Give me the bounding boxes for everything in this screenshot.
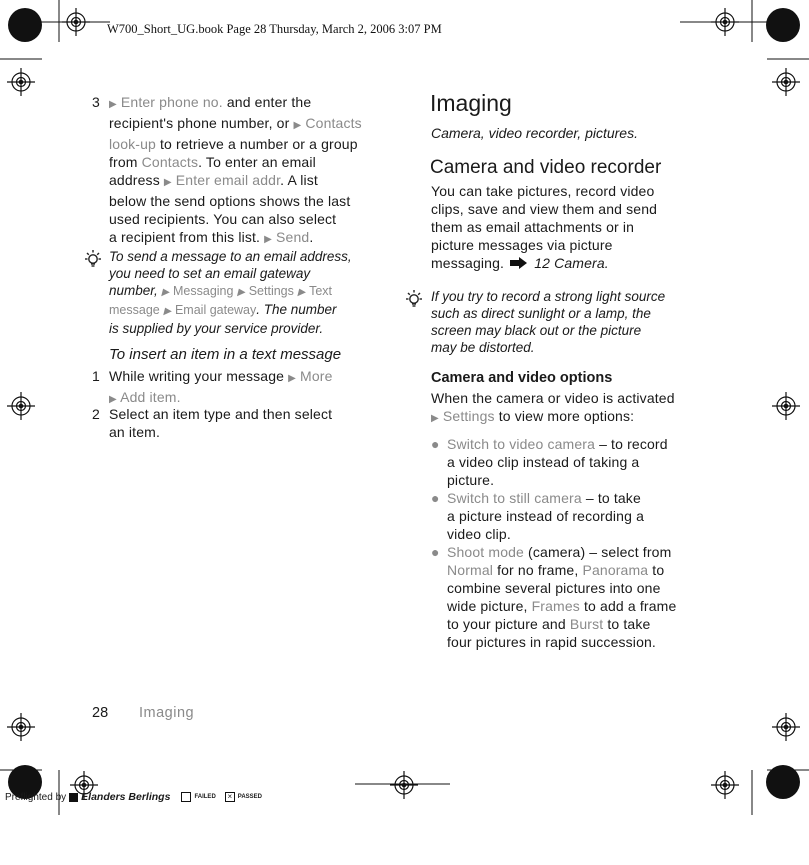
- registration-mark-icon: [711, 771, 739, 799]
- failed-checkbox-icon: [181, 792, 191, 802]
- text: to: [652, 562, 665, 578]
- text: messaging.: [431, 255, 505, 271]
- text: four pictures in rapid succession.: [447, 634, 656, 650]
- option-key: Switch to video camera: [447, 436, 596, 452]
- menu-messaging: Messaging: [173, 284, 234, 298]
- menu-add-item: Add item: [120, 389, 177, 405]
- text: picture.: [447, 472, 495, 488]
- failed-label: FAILED: [194, 794, 216, 800]
- text: combine several pictures into one: [447, 580, 661, 596]
- text: picture messages via picture: [431, 237, 613, 253]
- bullet-icon: ●: [431, 544, 440, 560]
- menu-contacts: Contacts: [305, 115, 362, 131]
- text: .: [309, 229, 314, 245]
- option-key: Switch to still camera: [447, 490, 582, 506]
- registration-mark-icon: [711, 8, 739, 36]
- text: – to record: [599, 436, 668, 452]
- menu-message: message: [109, 303, 160, 317]
- page-subtitle: Camera, video recorder, pictures.: [431, 125, 638, 141]
- menu-arrow-icon: ▶: [288, 373, 296, 384]
- preflight-label: Preflighted by: [5, 791, 67, 803]
- text: When the camera or video is activated: [431, 390, 675, 406]
- menu-email-gateway: Email gateway: [174, 303, 257, 317]
- menu-enter-phone: Enter phone no.: [120, 94, 223, 110]
- registration-mark-icon: [7, 392, 35, 420]
- registration-mark-icon: [7, 68, 35, 96]
- text: to view more options:: [498, 408, 635, 424]
- text: Select an item type and then select: [109, 406, 333, 422]
- menu-more: More: [300, 368, 333, 384]
- registration-mark-icon: [7, 713, 35, 741]
- footer-section: Imaging: [139, 705, 195, 721]
- bullet-icon: ●: [431, 490, 440, 506]
- text: While writing your message: [109, 368, 285, 384]
- menu-settings: Settings: [442, 408, 495, 424]
- menu-arrow-icon: ▶: [431, 413, 439, 424]
- menu-contacts-2: Contacts: [141, 154, 199, 170]
- text: . A list: [280, 172, 318, 188]
- preflight-stamp: [5, 791, 262, 803]
- page-title: Imaging: [430, 90, 512, 116]
- options-heading: Camera and video options: [431, 370, 613, 386]
- cross-reference[interactable]: 12 Camera.: [534, 255, 609, 271]
- preflight-brand: Elanders Berlings: [81, 791, 171, 803]
- text: . The number: [256, 302, 337, 317]
- menu-settings: Settings: [248, 284, 294, 298]
- menu-arrow-icon: ▶: [163, 306, 172, 317]
- text: to retrieve a number or a group: [160, 136, 358, 152]
- text: If you try to record a strong light source: [431, 289, 666, 304]
- registration-dot-icon: [766, 8, 800, 42]
- option-key: Panorama: [582, 562, 649, 578]
- menu-arrow-icon: ▶: [109, 99, 117, 110]
- menu-arrow-icon: ▶: [297, 287, 306, 298]
- menu-arrow-icon: ▶: [264, 234, 272, 245]
- text: used recipients. You can also select: [109, 211, 337, 227]
- text: a picture instead of recording a: [447, 508, 645, 524]
- insert-item-heading: To insert an item in a text message: [109, 346, 342, 363]
- menu-arrow-icon: ▶: [163, 177, 172, 188]
- step-number: 2: [92, 406, 100, 422]
- step-number: 1: [92, 368, 100, 384]
- text: a recipient from this list.: [109, 229, 261, 245]
- page-number: 28: [92, 705, 109, 721]
- text: number,: [109, 283, 158, 298]
- option-key: Frames: [531, 598, 580, 614]
- menu-arrow-icon: ▶: [293, 120, 302, 131]
- registration-mark-icon: [772, 392, 800, 420]
- option-key: Normal: [447, 562, 494, 578]
- text: recipient's phone number, or: [109, 115, 290, 131]
- registration-mark-icon: [772, 68, 800, 96]
- menu-text: Text: [309, 284, 333, 298]
- text: a video clip instead of taking a: [447, 454, 640, 470]
- menu-lookup: look-up: [109, 136, 156, 152]
- text: to add a frame: [584, 598, 677, 614]
- text: .: [176, 389, 181, 405]
- step-number: 3: [92, 94, 100, 110]
- text: screen may black out or the picture: [431, 323, 642, 338]
- text: video clip.: [447, 526, 511, 542]
- text: – to take: [585, 490, 641, 506]
- text: below the send options shows the last: [109, 193, 351, 209]
- option-key: Burst: [569, 616, 604, 632]
- registration-dot-icon: [766, 765, 800, 799]
- text: and enter the: [226, 94, 312, 110]
- menu-enter-email: Enter email addr: [175, 172, 281, 188]
- bullet-icon: ●: [431, 436, 440, 452]
- brand-logo-icon: [69, 793, 78, 802]
- registration-mark-icon: [62, 8, 90, 36]
- text: To send a message to an email address,: [109, 249, 352, 264]
- registration-dot-icon: [8, 8, 42, 42]
- text: (camera) – select from: [528, 544, 672, 560]
- text: them as email attachments or in: [431, 219, 635, 235]
- text: wide picture,: [447, 598, 528, 614]
- text: you need to set an email gateway: [109, 266, 311, 281]
- option-key: Shoot mode: [447, 544, 524, 560]
- text: address: [109, 172, 160, 188]
- menu-arrow-icon: ▶: [109, 394, 117, 405]
- registration-mark-icon: [772, 713, 800, 741]
- menu-send: Send: [276, 229, 310, 245]
- text: may be distorted.: [431, 340, 535, 355]
- text: clips, save and view them and send: [431, 201, 658, 217]
- menu-arrow-icon: ▶: [237, 287, 245, 298]
- text: . To enter an email: [198, 154, 316, 170]
- passed-checkbox-icon: ×: [225, 792, 235, 802]
- text: from: [109, 154, 138, 170]
- text: to your picture and: [447, 616, 566, 632]
- text: You can take pictures, record video: [431, 183, 655, 199]
- registration-mark-icon: [390, 771, 418, 799]
- text: for no frame,: [497, 562, 579, 578]
- passed-label: PASSED: [237, 794, 263, 800]
- text: to take: [607, 616, 651, 632]
- text: is supplied by your service provider.: [109, 321, 324, 336]
- menu-arrow-icon: ▶: [161, 287, 170, 298]
- text: such as direct sunlight or a lamp, the: [431, 306, 651, 321]
- print-header: W700_Short_UG.book Page 28 Thursday, March 2, 2006 3:07 PM: [107, 22, 442, 36]
- text: an item.: [109, 424, 160, 440]
- camera-heading: Camera and video recorder: [430, 157, 662, 178]
